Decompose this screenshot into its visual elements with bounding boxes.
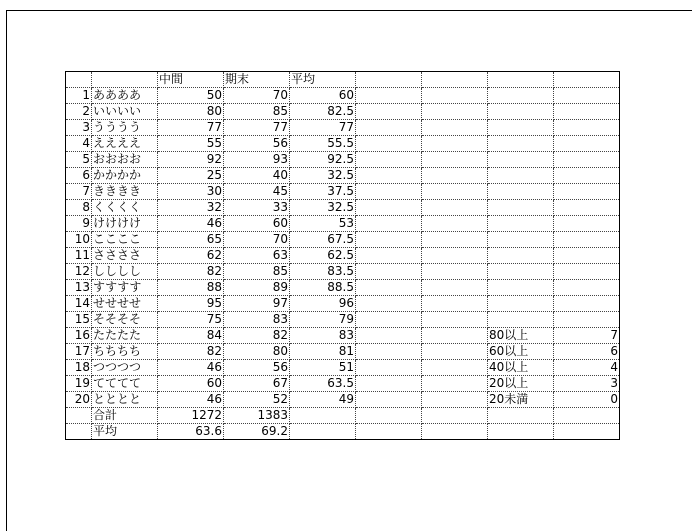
name-cell[interactable]: ええええ bbox=[92, 136, 158, 152]
range-count-cell[interactable]: 7 bbox=[554, 328, 620, 344]
row-number-cell[interactable]: 3 bbox=[66, 120, 92, 136]
average-cell[interactable]: 82.5 bbox=[290, 104, 356, 120]
empty-cell[interactable] bbox=[356, 88, 422, 104]
empty-cell[interactable] bbox=[422, 376, 488, 392]
row-number-cell[interactable]: 20 bbox=[66, 392, 92, 408]
average-cell[interactable]: 79 bbox=[290, 312, 356, 328]
range-count-cell[interactable] bbox=[554, 296, 620, 312]
range-label-cell[interactable] bbox=[488, 184, 554, 200]
average-cell[interactable]: 37.5 bbox=[290, 184, 356, 200]
name-cell[interactable]: ささささ bbox=[92, 248, 158, 264]
range-label-cell[interactable] bbox=[488, 248, 554, 264]
empty-cell[interactable] bbox=[356, 408, 422, 424]
average-cell[interactable]: 77 bbox=[290, 120, 356, 136]
table-row bbox=[66, 200, 620, 216]
midterm-cell[interactable]: 46 bbox=[158, 392, 224, 408]
final-cell[interactable]: 67 bbox=[224, 376, 290, 392]
name-cell[interactable]: けけけけ bbox=[92, 216, 158, 232]
empty-cell[interactable] bbox=[422, 360, 488, 376]
row-number-cell[interactable]: 14 bbox=[66, 296, 92, 312]
final-cell[interactable]: 40 bbox=[224, 168, 290, 184]
table-row bbox=[66, 248, 620, 264]
range-label-cell[interactable] bbox=[488, 168, 554, 184]
final-cell[interactable]: 80 bbox=[224, 344, 290, 360]
table-row bbox=[66, 264, 620, 280]
row-number-cell[interactable]: 9 bbox=[66, 216, 92, 232]
final-cell[interactable]: 83 bbox=[224, 312, 290, 328]
empty-cell[interactable] bbox=[422, 408, 488, 424]
row-number-cell[interactable]: 16 bbox=[66, 328, 92, 344]
row-number-cell[interactable]: 8 bbox=[66, 200, 92, 216]
header-row bbox=[66, 72, 620, 88]
name-cell[interactable]: そそそそ bbox=[92, 312, 158, 328]
empty-cell[interactable] bbox=[422, 264, 488, 280]
table-row bbox=[66, 152, 620, 168]
range-count-cell[interactable] bbox=[554, 120, 620, 136]
averages-row-final[interactable]: 69.2 bbox=[224, 424, 290, 440]
final-cell[interactable]: 70 bbox=[224, 88, 290, 104]
empty-cell[interactable] bbox=[290, 408, 356, 424]
average-cell[interactable]: 51 bbox=[290, 360, 356, 376]
average-cell[interactable]: 55.5 bbox=[290, 136, 356, 152]
empty-cell[interactable] bbox=[422, 424, 488, 440]
final-cell[interactable]: 33 bbox=[224, 200, 290, 216]
empty-cell[interactable] bbox=[422, 184, 488, 200]
table-row bbox=[66, 344, 620, 360]
range-count-cell[interactable] bbox=[554, 168, 620, 184]
average-cell[interactable]: 96 bbox=[290, 296, 356, 312]
range-label-cell[interactable] bbox=[488, 120, 554, 136]
table-row bbox=[66, 280, 620, 296]
row-number-cell[interactable]: 19 bbox=[66, 376, 92, 392]
table-row bbox=[66, 328, 620, 344]
empty-cell[interactable] bbox=[422, 248, 488, 264]
table-row bbox=[66, 104, 620, 120]
table-row bbox=[66, 392, 620, 408]
midterm-cell[interactable]: 50 bbox=[158, 88, 224, 104]
range-count-cell[interactable] bbox=[554, 152, 620, 168]
midterm-cell[interactable]: 60 bbox=[158, 376, 224, 392]
table-row bbox=[66, 136, 620, 152]
average-cell[interactable]: 83 bbox=[290, 328, 356, 344]
empty-cell[interactable] bbox=[422, 152, 488, 168]
name-cell[interactable]: きききき bbox=[92, 184, 158, 200]
midterm-cell[interactable]: 55 bbox=[158, 136, 224, 152]
header-cell[interactable]: 期末 bbox=[224, 72, 290, 88]
table-row bbox=[66, 184, 620, 200]
table-row bbox=[66, 376, 620, 392]
range-count-cell[interactable] bbox=[554, 216, 620, 232]
empty-cell[interactable] bbox=[66, 424, 92, 440]
empty-cell[interactable] bbox=[422, 120, 488, 136]
empty-cell[interactable] bbox=[356, 152, 422, 168]
range-label-cell[interactable]: 60以上 bbox=[488, 344, 554, 360]
empty-cell[interactable] bbox=[356, 168, 422, 184]
range-count-cell[interactable] bbox=[554, 136, 620, 152]
name-cell[interactable]: ここここ bbox=[92, 232, 158, 248]
midterm-cell[interactable]: 80 bbox=[158, 104, 224, 120]
range-label-cell[interactable]: 40以上 bbox=[488, 360, 554, 376]
range-count-cell[interactable]: 3 bbox=[554, 376, 620, 392]
name-cell[interactable]: ああああ bbox=[92, 88, 158, 104]
average-cell[interactable]: 49 bbox=[290, 392, 356, 408]
empty-cell[interactable] bbox=[554, 408, 620, 424]
header-cell[interactable]: 平均 bbox=[290, 72, 356, 88]
average-cell[interactable]: 32.5 bbox=[290, 168, 356, 184]
empty-cell[interactable] bbox=[422, 136, 488, 152]
empty-cell[interactable] bbox=[356, 280, 422, 296]
final-cell[interactable]: 63 bbox=[224, 248, 290, 264]
table-row bbox=[66, 312, 620, 328]
table-row bbox=[66, 296, 620, 312]
name-cell[interactable]: せせせせ bbox=[92, 296, 158, 312]
table-row bbox=[66, 216, 620, 232]
table-row bbox=[66, 232, 620, 248]
average-cell[interactable]: 62.5 bbox=[290, 248, 356, 264]
totals-row bbox=[66, 408, 620, 424]
range-label-cell[interactable] bbox=[488, 216, 554, 232]
range-label-cell[interactable] bbox=[488, 312, 554, 328]
midterm-cell[interactable]: 46 bbox=[158, 360, 224, 376]
final-cell[interactable]: 85 bbox=[224, 264, 290, 280]
final-cell[interactable]: 93 bbox=[224, 152, 290, 168]
empty-cell[interactable] bbox=[356, 136, 422, 152]
range-label-cell[interactable]: 20以上 bbox=[488, 376, 554, 392]
row-number-cell[interactable]: 18 bbox=[66, 360, 92, 376]
row-number-cell[interactable]: 13 bbox=[66, 280, 92, 296]
header-cell[interactable] bbox=[488, 72, 554, 88]
empty-cell[interactable] bbox=[356, 200, 422, 216]
empty-cell[interactable] bbox=[356, 392, 422, 408]
average-cell[interactable]: 32.5 bbox=[290, 200, 356, 216]
midterm-cell[interactable]: 82 bbox=[158, 344, 224, 360]
average-cell[interactable]: 81 bbox=[290, 344, 356, 360]
average-cell[interactable]: 88.5 bbox=[290, 280, 356, 296]
range-label-cell[interactable] bbox=[488, 88, 554, 104]
range-label-cell[interactable] bbox=[488, 136, 554, 152]
final-cell[interactable]: 82 bbox=[224, 328, 290, 344]
name-cell[interactable]: とととと bbox=[92, 392, 158, 408]
table-row bbox=[66, 168, 620, 184]
range-label-cell[interactable]: 20未満 bbox=[488, 392, 554, 408]
average-cell[interactable]: 60 bbox=[290, 88, 356, 104]
range-count-cell[interactable] bbox=[554, 184, 620, 200]
midterm-cell[interactable]: 62 bbox=[158, 248, 224, 264]
final-cell[interactable]: 56 bbox=[224, 136, 290, 152]
average-cell[interactable]: 67.5 bbox=[290, 232, 356, 248]
row-number-cell[interactable]: 10 bbox=[66, 232, 92, 248]
totals-row-final[interactable]: 1383 bbox=[224, 408, 290, 424]
empty-cell[interactable] bbox=[356, 232, 422, 248]
header-cell[interactable] bbox=[356, 72, 422, 88]
range-label-cell[interactable]: 80以上 bbox=[488, 328, 554, 344]
averages-row-label[interactable]: 平均 bbox=[92, 424, 158, 440]
empty-cell[interactable] bbox=[422, 216, 488, 232]
name-cell[interactable]: つつつつ bbox=[92, 360, 158, 376]
totals-row-label[interactable]: 合計 bbox=[92, 408, 158, 424]
grade-table bbox=[65, 71, 620, 440]
empty-cell[interactable] bbox=[356, 296, 422, 312]
final-cell[interactable]: 70 bbox=[224, 232, 290, 248]
range-count-cell[interactable]: 4 bbox=[554, 360, 620, 376]
empty-cell[interactable] bbox=[356, 328, 422, 344]
empty-cell[interactable] bbox=[422, 232, 488, 248]
name-cell[interactable]: くくくく bbox=[92, 200, 158, 216]
final-cell[interactable]: 77 bbox=[224, 120, 290, 136]
final-cell[interactable]: 97 bbox=[224, 296, 290, 312]
midterm-cell[interactable]: 25 bbox=[158, 168, 224, 184]
name-cell[interactable]: たたたた bbox=[92, 328, 158, 344]
average-cell[interactable]: 53 bbox=[290, 216, 356, 232]
header-cell[interactable]: 中間 bbox=[158, 72, 224, 88]
range-label-cell[interactable] bbox=[488, 232, 554, 248]
midterm-cell[interactable]: 46 bbox=[158, 216, 224, 232]
name-cell[interactable]: てててて bbox=[92, 376, 158, 392]
midterm-cell[interactable]: 77 bbox=[158, 120, 224, 136]
range-count-cell[interactable] bbox=[554, 264, 620, 280]
range-label-cell[interactable] bbox=[488, 280, 554, 296]
final-cell[interactable]: 60 bbox=[224, 216, 290, 232]
range-count-cell[interactable] bbox=[554, 104, 620, 120]
name-cell[interactable]: いいいい bbox=[92, 104, 158, 120]
midterm-cell[interactable]: 82 bbox=[158, 264, 224, 280]
range-count-cell[interactable] bbox=[554, 88, 620, 104]
name-cell[interactable]: かかかか bbox=[92, 168, 158, 184]
empty-cell[interactable] bbox=[422, 104, 488, 120]
range-count-cell[interactable] bbox=[554, 248, 620, 264]
table-row bbox=[66, 120, 620, 136]
row-number-cell[interactable]: 12 bbox=[66, 264, 92, 280]
empty-cell[interactable] bbox=[422, 344, 488, 360]
average-cell[interactable]: 92.5 bbox=[290, 152, 356, 168]
empty-cell[interactable] bbox=[422, 328, 488, 344]
midterm-cell[interactable]: 88 bbox=[158, 280, 224, 296]
table-row bbox=[66, 88, 620, 104]
midterm-cell[interactable]: 95 bbox=[158, 296, 224, 312]
empty-cell[interactable] bbox=[356, 184, 422, 200]
name-cell[interactable]: すすすす bbox=[92, 280, 158, 296]
range-count-cell[interactable]: 0 bbox=[554, 392, 620, 408]
empty-cell[interactable] bbox=[488, 408, 554, 424]
empty-cell[interactable] bbox=[356, 104, 422, 120]
range-count-cell[interactable] bbox=[554, 200, 620, 216]
averages-row bbox=[66, 424, 620, 440]
average-cell[interactable]: 63.5 bbox=[290, 376, 356, 392]
average-cell[interactable]: 83.5 bbox=[290, 264, 356, 280]
empty-cell[interactable] bbox=[422, 392, 488, 408]
empty-cell[interactable] bbox=[356, 424, 422, 440]
range-label-cell[interactable] bbox=[488, 264, 554, 280]
row-number-cell[interactable]: 7 bbox=[66, 184, 92, 200]
name-cell[interactable]: おおおお bbox=[92, 152, 158, 168]
header-cell[interactable] bbox=[92, 72, 158, 88]
row-number-cell[interactable]: 1 bbox=[66, 88, 92, 104]
final-cell[interactable]: 52 bbox=[224, 392, 290, 408]
range-count-cell[interactable] bbox=[554, 312, 620, 328]
header-cell[interactable] bbox=[422, 72, 488, 88]
empty-cell[interactable] bbox=[488, 424, 554, 440]
row-number-cell[interactable]: 4 bbox=[66, 136, 92, 152]
range-label-cell[interactable] bbox=[488, 200, 554, 216]
range-count-cell[interactable] bbox=[554, 232, 620, 248]
header-cell[interactable] bbox=[66, 72, 92, 88]
empty-cell[interactable] bbox=[356, 376, 422, 392]
totals-row-midterm[interactable]: 1272 bbox=[158, 408, 224, 424]
name-cell[interactable]: ちちちち bbox=[92, 344, 158, 360]
range-count-cell[interactable] bbox=[554, 280, 620, 296]
final-cell[interactable]: 85 bbox=[224, 104, 290, 120]
table-row bbox=[66, 360, 620, 376]
header-cell[interactable] bbox=[554, 72, 620, 88]
empty-cell[interactable] bbox=[422, 168, 488, 184]
name-cell[interactable]: しししし bbox=[92, 264, 158, 280]
name-cell[interactable]: うううう bbox=[92, 120, 158, 136]
empty-cell[interactable] bbox=[290, 424, 356, 440]
row-number-cell[interactable]: 6 bbox=[66, 168, 92, 184]
range-label-cell[interactable] bbox=[488, 296, 554, 312]
range-label-cell[interactable] bbox=[488, 104, 554, 120]
empty-cell[interactable] bbox=[422, 280, 488, 296]
range-label-cell[interactable] bbox=[488, 152, 554, 168]
final-cell[interactable]: 89 bbox=[224, 280, 290, 296]
midterm-cell[interactable]: 92 bbox=[158, 152, 224, 168]
empty-cell[interactable] bbox=[356, 120, 422, 136]
midterm-cell[interactable]: 84 bbox=[158, 328, 224, 344]
midterm-cell[interactable]: 65 bbox=[158, 232, 224, 248]
row-number-cell[interactable]: 15 bbox=[66, 312, 92, 328]
row-number-cell[interactable]: 5 bbox=[66, 152, 92, 168]
empty-cell[interactable] bbox=[422, 296, 488, 312]
empty-cell[interactable] bbox=[356, 344, 422, 360]
empty-cell[interactable] bbox=[356, 264, 422, 280]
midterm-cell[interactable]: 32 bbox=[158, 200, 224, 216]
row-number-cell[interactable]: 2 bbox=[66, 104, 92, 120]
empty-cell[interactable] bbox=[356, 216, 422, 232]
range-count-cell[interactable]: 6 bbox=[554, 344, 620, 360]
final-cell[interactable]: 45 bbox=[224, 184, 290, 200]
empty-cell[interactable] bbox=[66, 408, 92, 424]
empty-cell[interactable] bbox=[422, 312, 488, 328]
averages-row-midterm[interactable]: 63.6 bbox=[158, 424, 224, 440]
row-number-cell[interactable]: 17 bbox=[66, 344, 92, 360]
empty-cell[interactable] bbox=[356, 360, 422, 376]
empty-cell[interactable] bbox=[422, 88, 488, 104]
midterm-cell[interactable]: 75 bbox=[158, 312, 224, 328]
empty-cell[interactable] bbox=[356, 248, 422, 264]
empty-cell[interactable] bbox=[554, 424, 620, 440]
empty-cell[interactable] bbox=[422, 200, 488, 216]
empty-cell[interactable] bbox=[356, 312, 422, 328]
row-number-cell[interactable]: 11 bbox=[66, 248, 92, 264]
midterm-cell[interactable]: 30 bbox=[158, 184, 224, 200]
final-cell[interactable]: 56 bbox=[224, 360, 290, 376]
